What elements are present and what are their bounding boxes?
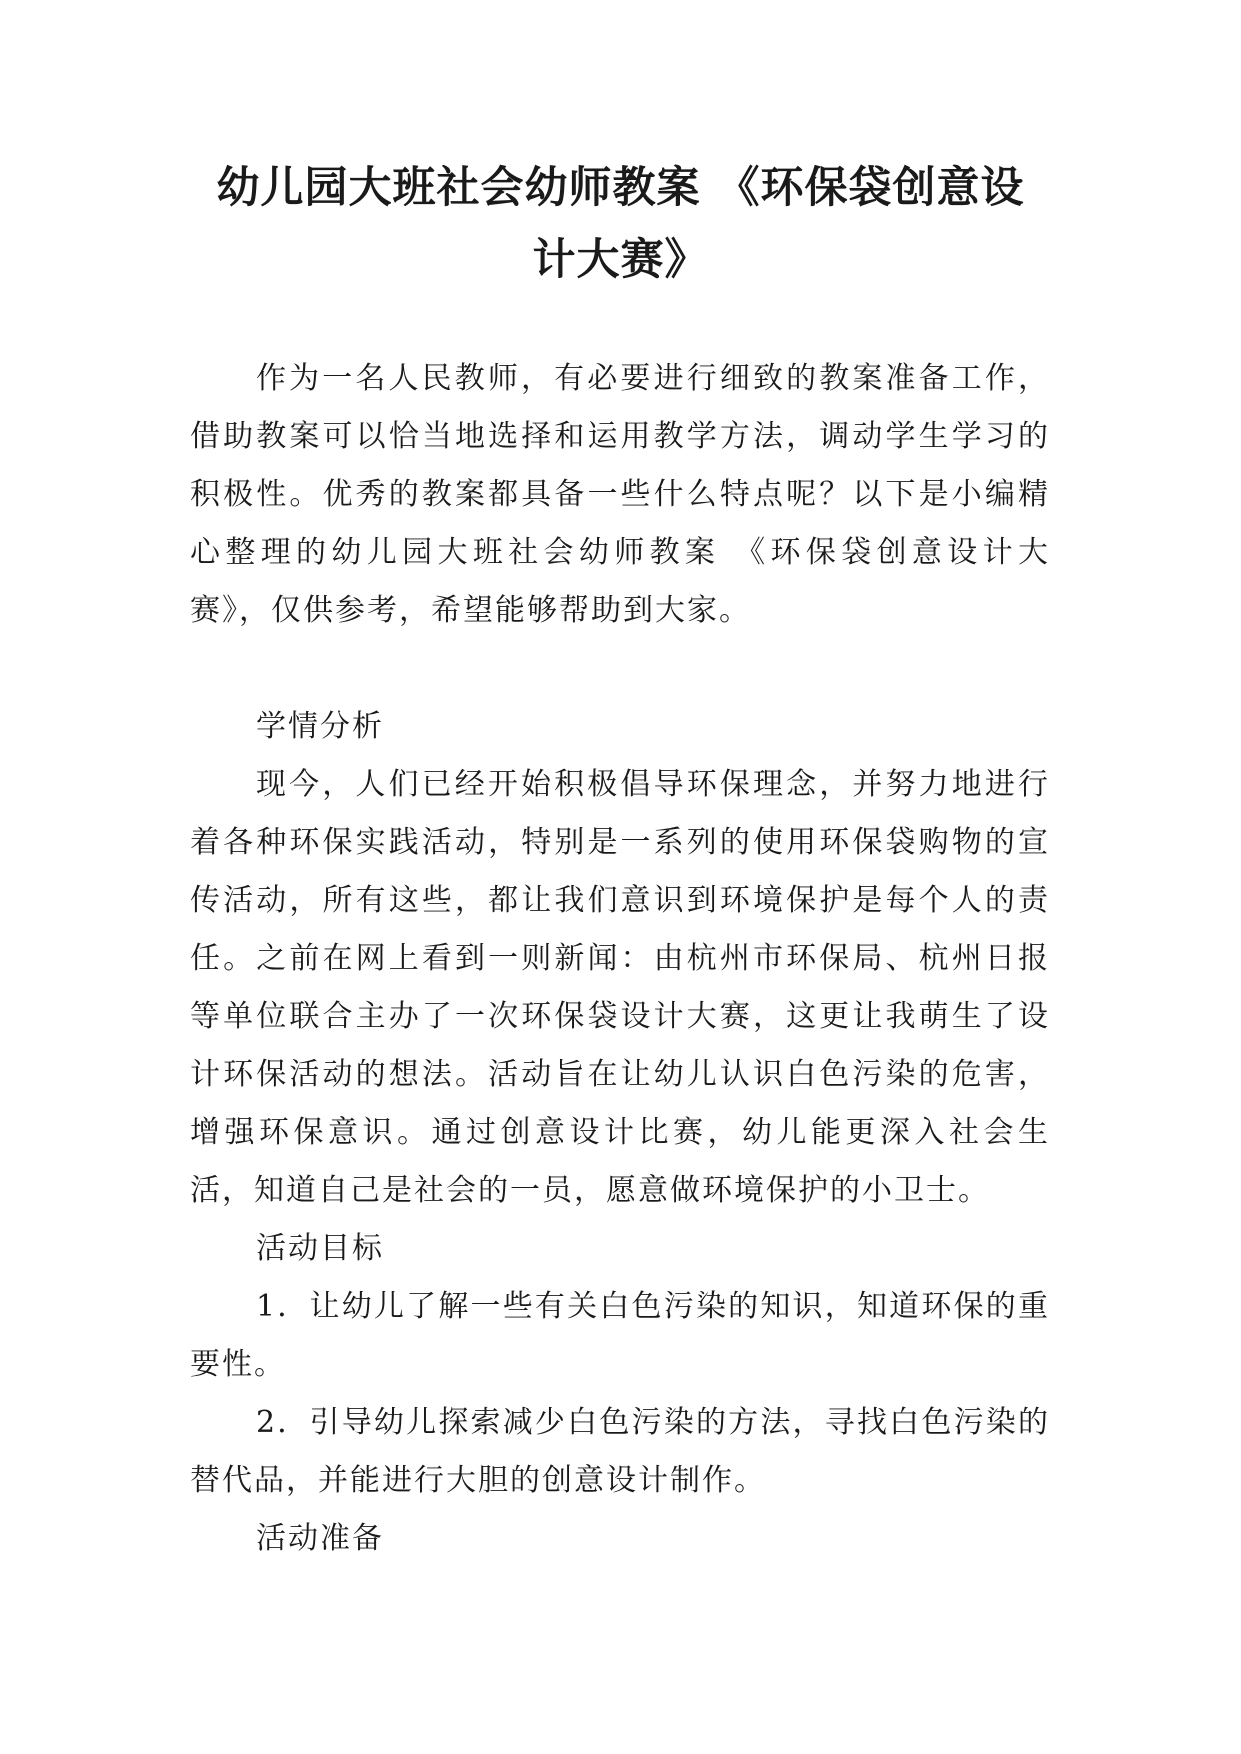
section-heading-preparation: 活动准备 [256,1521,384,1556]
section-heading-goals: 活动目标 [256,1231,384,1266]
paragraph-spacer [190,640,1050,698]
document-body [190,350,1050,1568]
analysis-paragraph: 现今，人们已经开始积极倡导环保理念，并努力地进行着各种环保实践活动，特别是一系列的使用环保袋购物的宣传活动，所有这些，都让我们意识到环境保护是每个人的责任。之前在网上看到一则新闻：由杭州市环保局、杭州日报等单位联合主办了一次环保袋设计大赛，这更让我萌生了设计环保活动的想法。活动旨在让幼儿认识白色污染的危害，增强环保意识。通过创意设计比赛，幼儿能更深入社会生活，知道自己是社会的一员，愿意做环境保护的小卫士。 [190,767,1050,1208]
document-title [150,152,1091,296]
title-line-1: 幼儿园大班社会幼师教案 《环保袋创意设 [216,163,1025,213]
title-line-2: 计大赛》 [532,235,709,285]
goal-item-1: 1．让幼儿了解一些有关白色污染的知识，知道环保的重要性。 [190,1289,1050,1382]
goal-item-2: 2．引导幼儿探索减少白色污染的方法，寻找白色污染的替代品，并能进行大胆的创意设计制作。 [190,1405,1050,1498]
section-heading-analysis: 学情分析 [256,709,384,744]
intro-paragraph: 作为一名人民教师，有必要进行细致的教案准备工作，借助教案可以恰当地选择和运用教学方法，调动学生学习的积极性。优秀的教案都具备一些什么特点呢？以下是小编精心整理的幼儿园大班社会幼师教案 《环保袋创意设计大赛》，仅供参考，希望能够帮助到大家。 [190,361,1050,628]
